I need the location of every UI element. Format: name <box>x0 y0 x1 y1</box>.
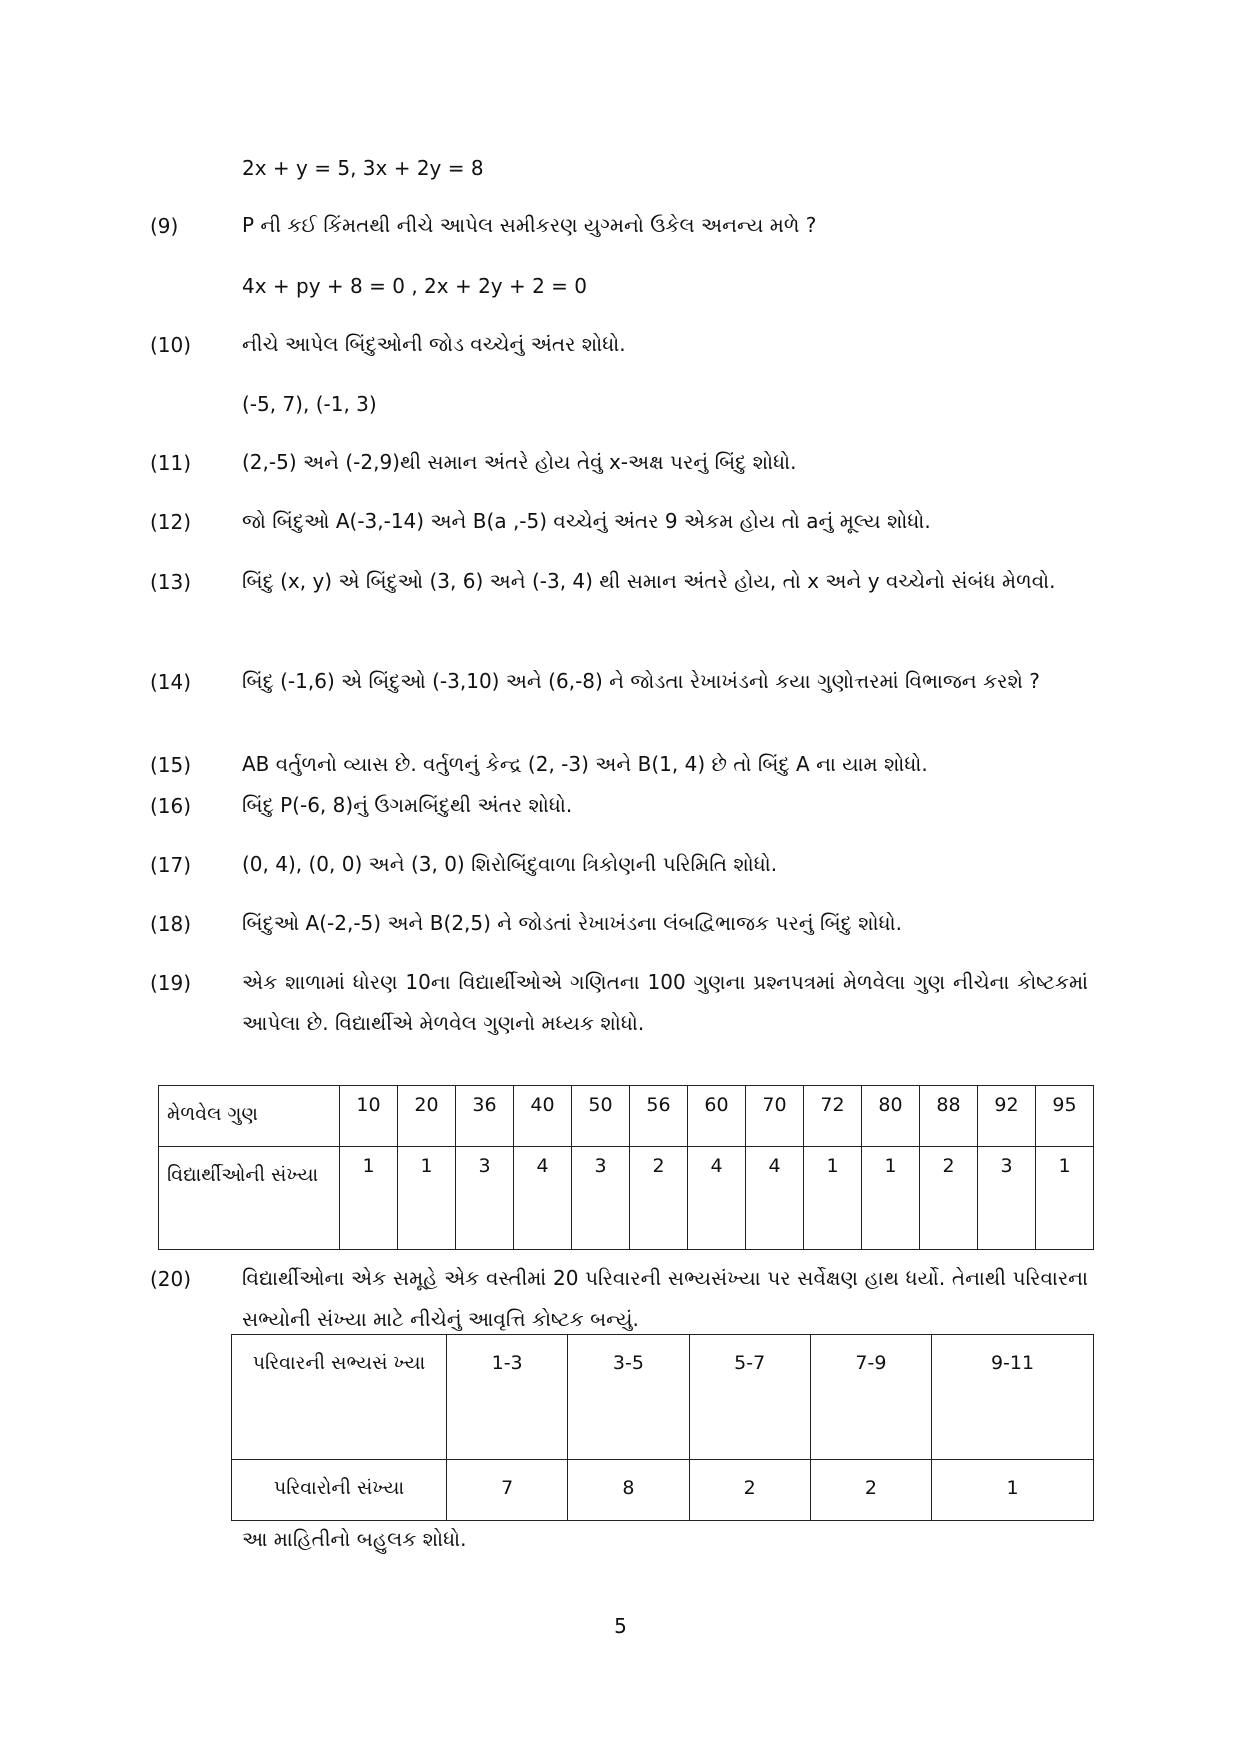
mark-cell: 56 <box>630 1086 688 1147</box>
q14-number: (14) <box>150 670 192 694</box>
q12-number: (12) <box>150 510 192 534</box>
mark-cell: 10 <box>340 1086 398 1147</box>
mark-cell: 92 <box>978 1086 1036 1147</box>
class-cell: 5-7 <box>689 1335 810 1460</box>
family-count-cell: 1 <box>932 1460 1094 1521</box>
q10-number: (10) <box>150 333 192 357</box>
family-count-cell: 7 <box>447 1460 568 1521</box>
mark-cell: 72 <box>804 1086 862 1147</box>
mark-cell: 50 <box>572 1086 630 1147</box>
count-cell: 1 <box>340 1147 398 1250</box>
page-number: 5 <box>614 1614 627 1638</box>
q20-number: (20) <box>150 1267 192 1291</box>
count-cell: 2 <box>920 1147 978 1250</box>
family-table <box>231 1334 1094 1521</box>
mark-cell: 70 <box>746 1086 804 1147</box>
equation-top: 2x + y = 5, 3x + 2y = 8 <box>242 156 484 180</box>
q19-text: એક શાળામાં ધોરણ 10ના વિદ્યાર્થીઓએ ગણિતના 100 ગુણના પ્રશ્નપત્રમાં મેળવેલા ગુણ નીચેના કોષ્ટકમાં આપેલા છે. વિદ્યાર્થીએ મેળવેલ ગુણનો મધ્યક શોધો. <box>242 970 1088 1035</box>
marks-table <box>158 1085 1094 1250</box>
q13-number: (13) <box>150 570 192 594</box>
q18-number: (18) <box>150 912 192 936</box>
q15-number: (15) <box>150 753 192 777</box>
mark-cell: 36 <box>456 1086 514 1147</box>
mark-cell: 20 <box>398 1086 456 1147</box>
count-cell: 1 <box>1036 1147 1094 1250</box>
q9-number: (9) <box>150 214 179 238</box>
q20-text: વિદ્યાર્થીઓના એક સમૂહે એક વસ્તીમાં 20 પરિવારની સભ્યસંખ્યા પર સર્વેક્ષણ હાથ ધર્યો. તેનાથી પરિવારના સભ્યોની સંખ્યા માટે નીચેનું આવૃત્તિ કોષ્ટક બન્યું. <box>242 1266 1088 1331</box>
mark-cell: 40 <box>514 1086 572 1147</box>
q17-text: (0, 4), (0, 0) અને (3, 0) શિરોબિંદુવાળા ત્રિકોણની પરિમિતિ શોધો. <box>242 852 778 876</box>
class-cell: 7-9 <box>810 1335 931 1460</box>
q14-text: બિંદુ (-1,6) એ બિંદુઓ (-3,10) અને (6,-8) ને જોડતા રેખાખંડનો કયા ગુણોત્તરમાં વિભાજન કરશે ? <box>242 669 1040 693</box>
q18-text: બિંદુઓ A(-2,-5) અને B(2,5) ને જોડતાં રેખાખંડના લંબદ્વિભાજક પરનું બિંદુ શોધો. <box>242 911 902 935</box>
class-cell: 1-3 <box>447 1335 568 1460</box>
count-cell: 2 <box>630 1147 688 1250</box>
marks-row-header: મેળવેલ ગુણ <box>159 1086 340 1147</box>
q9-equation: 4x + py + 8 = 0 , 2x + 2y + 2 = 0 <box>242 274 588 298</box>
class-cell: 9-11 <box>932 1335 1094 1460</box>
count-cell: 3 <box>978 1147 1036 1250</box>
q11-text: (2,-5) અને (-2,9)થી સમાન અંતરે હોય તેવું x-અક્ષ પરનું બિંદુ શોધો. <box>242 450 797 474</box>
mark-cell: 88 <box>920 1086 978 1147</box>
mark-cell: 80 <box>862 1086 920 1147</box>
family-count-cell: 8 <box>568 1460 689 1521</box>
q10-equation: (-5, 7), (-1, 3) <box>242 392 377 416</box>
mark-cell: 60 <box>688 1086 746 1147</box>
q19-number: (19) <box>150 971 192 995</box>
count-cell: 1 <box>862 1147 920 1250</box>
q11-number: (11) <box>150 451 192 475</box>
mark-cell: 95 <box>1036 1086 1094 1147</box>
q15-text: AB વર્તુળનો વ્યાસ છે. વર્તુળનું કેન્દ્ર (2, -3) અને B(1, 4) છે તો બિંદુ A ના યામ શોધો. <box>242 752 928 776</box>
count-cell: 1 <box>804 1147 862 1250</box>
q12-text: જો બિંદુઓ A(-3,-14) અને B(a ,-5) વચ્ચેનું અંતર 9 એકમ હોય તો aનું મૂલ્ય શોધો. <box>242 509 931 533</box>
q17-number: (17) <box>150 853 192 877</box>
q16-number: (16) <box>150 794 192 818</box>
family-count-cell: 2 <box>810 1460 931 1521</box>
family-size-header: પરિવારની સભ્યસં ખ્યા <box>232 1335 447 1460</box>
count-cell: 4 <box>688 1147 746 1250</box>
count-cell: 4 <box>514 1147 572 1250</box>
family-count-cell: 2 <box>689 1460 810 1521</box>
family-count-header: પરિવારોની સંખ્યા <box>232 1460 447 1521</box>
count-cell: 3 <box>572 1147 630 1250</box>
count-cell: 1 <box>398 1147 456 1250</box>
q9-text: P ની કઈ કિંમતથી નીચે આપેલ સમીકરણ યુગ્મનો ઉકેલ અનન્ય મળે ? <box>242 213 817 237</box>
students-row-header: વિદ્યાર્થીઓની સંખ્યા <box>159 1147 340 1250</box>
q16-text: બિંદુ P(-6, 8)નું ઉગમબિંદુથી અંતર શોધો. <box>242 793 573 817</box>
class-cell: 3-5 <box>568 1335 689 1460</box>
q13-text: બિંદુ (x, y) એ બિંદુઓ (3, 6) અને (-3, 4) થી સમાન અંતરે હોય, તો x અને y વચ્ચેનો સંબંધ મેળવો. <box>242 569 1056 593</box>
q10-text: નીચે આપેલ બિંદુઓની જોડ વચ્ચેનું અંતર શોધો. <box>242 332 626 356</box>
count-cell: 3 <box>456 1147 514 1250</box>
q20-followup: આ માહિતીનો બહુલક શોધો. <box>242 1527 467 1551</box>
count-cell: 4 <box>746 1147 804 1250</box>
